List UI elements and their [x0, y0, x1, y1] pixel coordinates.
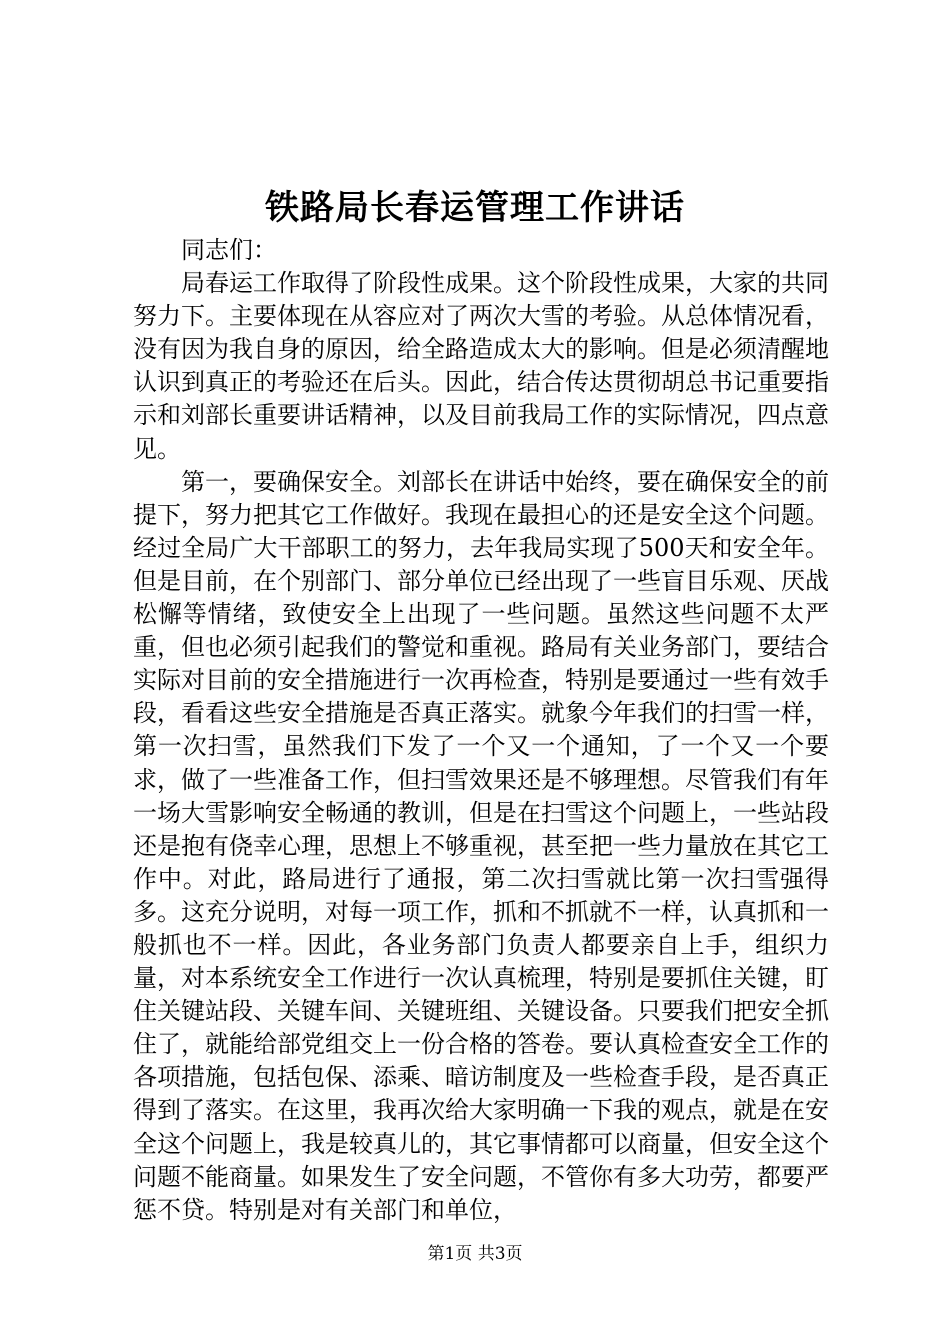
- document-body: [133, 234, 829, 1227]
- paragraph-first-point: 第一，要确保安全。刘部长在讲话中始终，要在确保安全的前提下，努力把其它工作做好。我现在最担心的还是安全这个问题。经过全局广大干部职工的努力，去年我局实现了500天和安全年。但是目前，在个别部门、部分单位已经出现了一些盲目乐观、厌战松懈等情绪，致使安全上出现了一些问题。虽然这些问题不太严重，但也必须引起我们的警觉和重视。路局有关业务部门，要结合实际对目前的安全措施进行一次再检查，特别是要通过一些有效手段，看看这些安全措施是否真正落实。就象今年我们的扫雪一样，第一次扫雪，虽然我们下发了一个又一个通知，了一个又一个要求，做了一些准备工作，但扫雪效果还是不够理想。尽管我们有年一场大雪影响安全畅通的教训，但是在扫雪这个问题上，一些站段还是抱有侥幸心理，思想上不够重视，甚至把一些力量放在其它工作中。对此，路局进行了通报，第二次扫雪就比第一次扫雪强得多。这充分说明，对每一项工作，抓和不抓就不一样，认真抓和一般抓也不一样。因此，各业务部门负责人都要亲自上手，组织力量，对本系统安全工作进行一次认真梳理，特别是要抓住关键，盯住关键站段、关键车间、关键班组、关键设备。只要我们把安全抓住了，就能给部党组交上一份合格的答卷。要认真检查安全工作的各项措施，包括包保、添乘、暗访制度及一些检查手段，是否真正得到了落实。在这里，我再次给大家明确一下我的观点，就是在安全这个问题上，我是较真儿的，其它事情都可以商量，但安全这个问题不能商量。如果发生了安全问题，不管你有多大功劳，都要严惩不贷。特别是对有关部门和单位，: [133, 467, 829, 1224]
- paragraph-intro: 局春运工作取得了阶段性成果。这个阶段性成果，大家的共同努力下。主要体现在从容应对了两次大雪的考验。从总体情况看，没有因为我自身的原因，给全路造成太大的影响。但是必须清醒地认识到真正的考验还在后头。因此，结合传达贯彻胡总书记重要指示和刘部长重要讲话精神，以及目前我局工作的实际情况，四点意见。: [133, 269, 829, 463]
- page-footer: 第1页 共3页: [427, 1244, 523, 1264]
- document-title: 铁路局长春运管理工作讲话: [265, 188, 685, 228]
- greeting: 同志们：: [181, 236, 277, 264]
